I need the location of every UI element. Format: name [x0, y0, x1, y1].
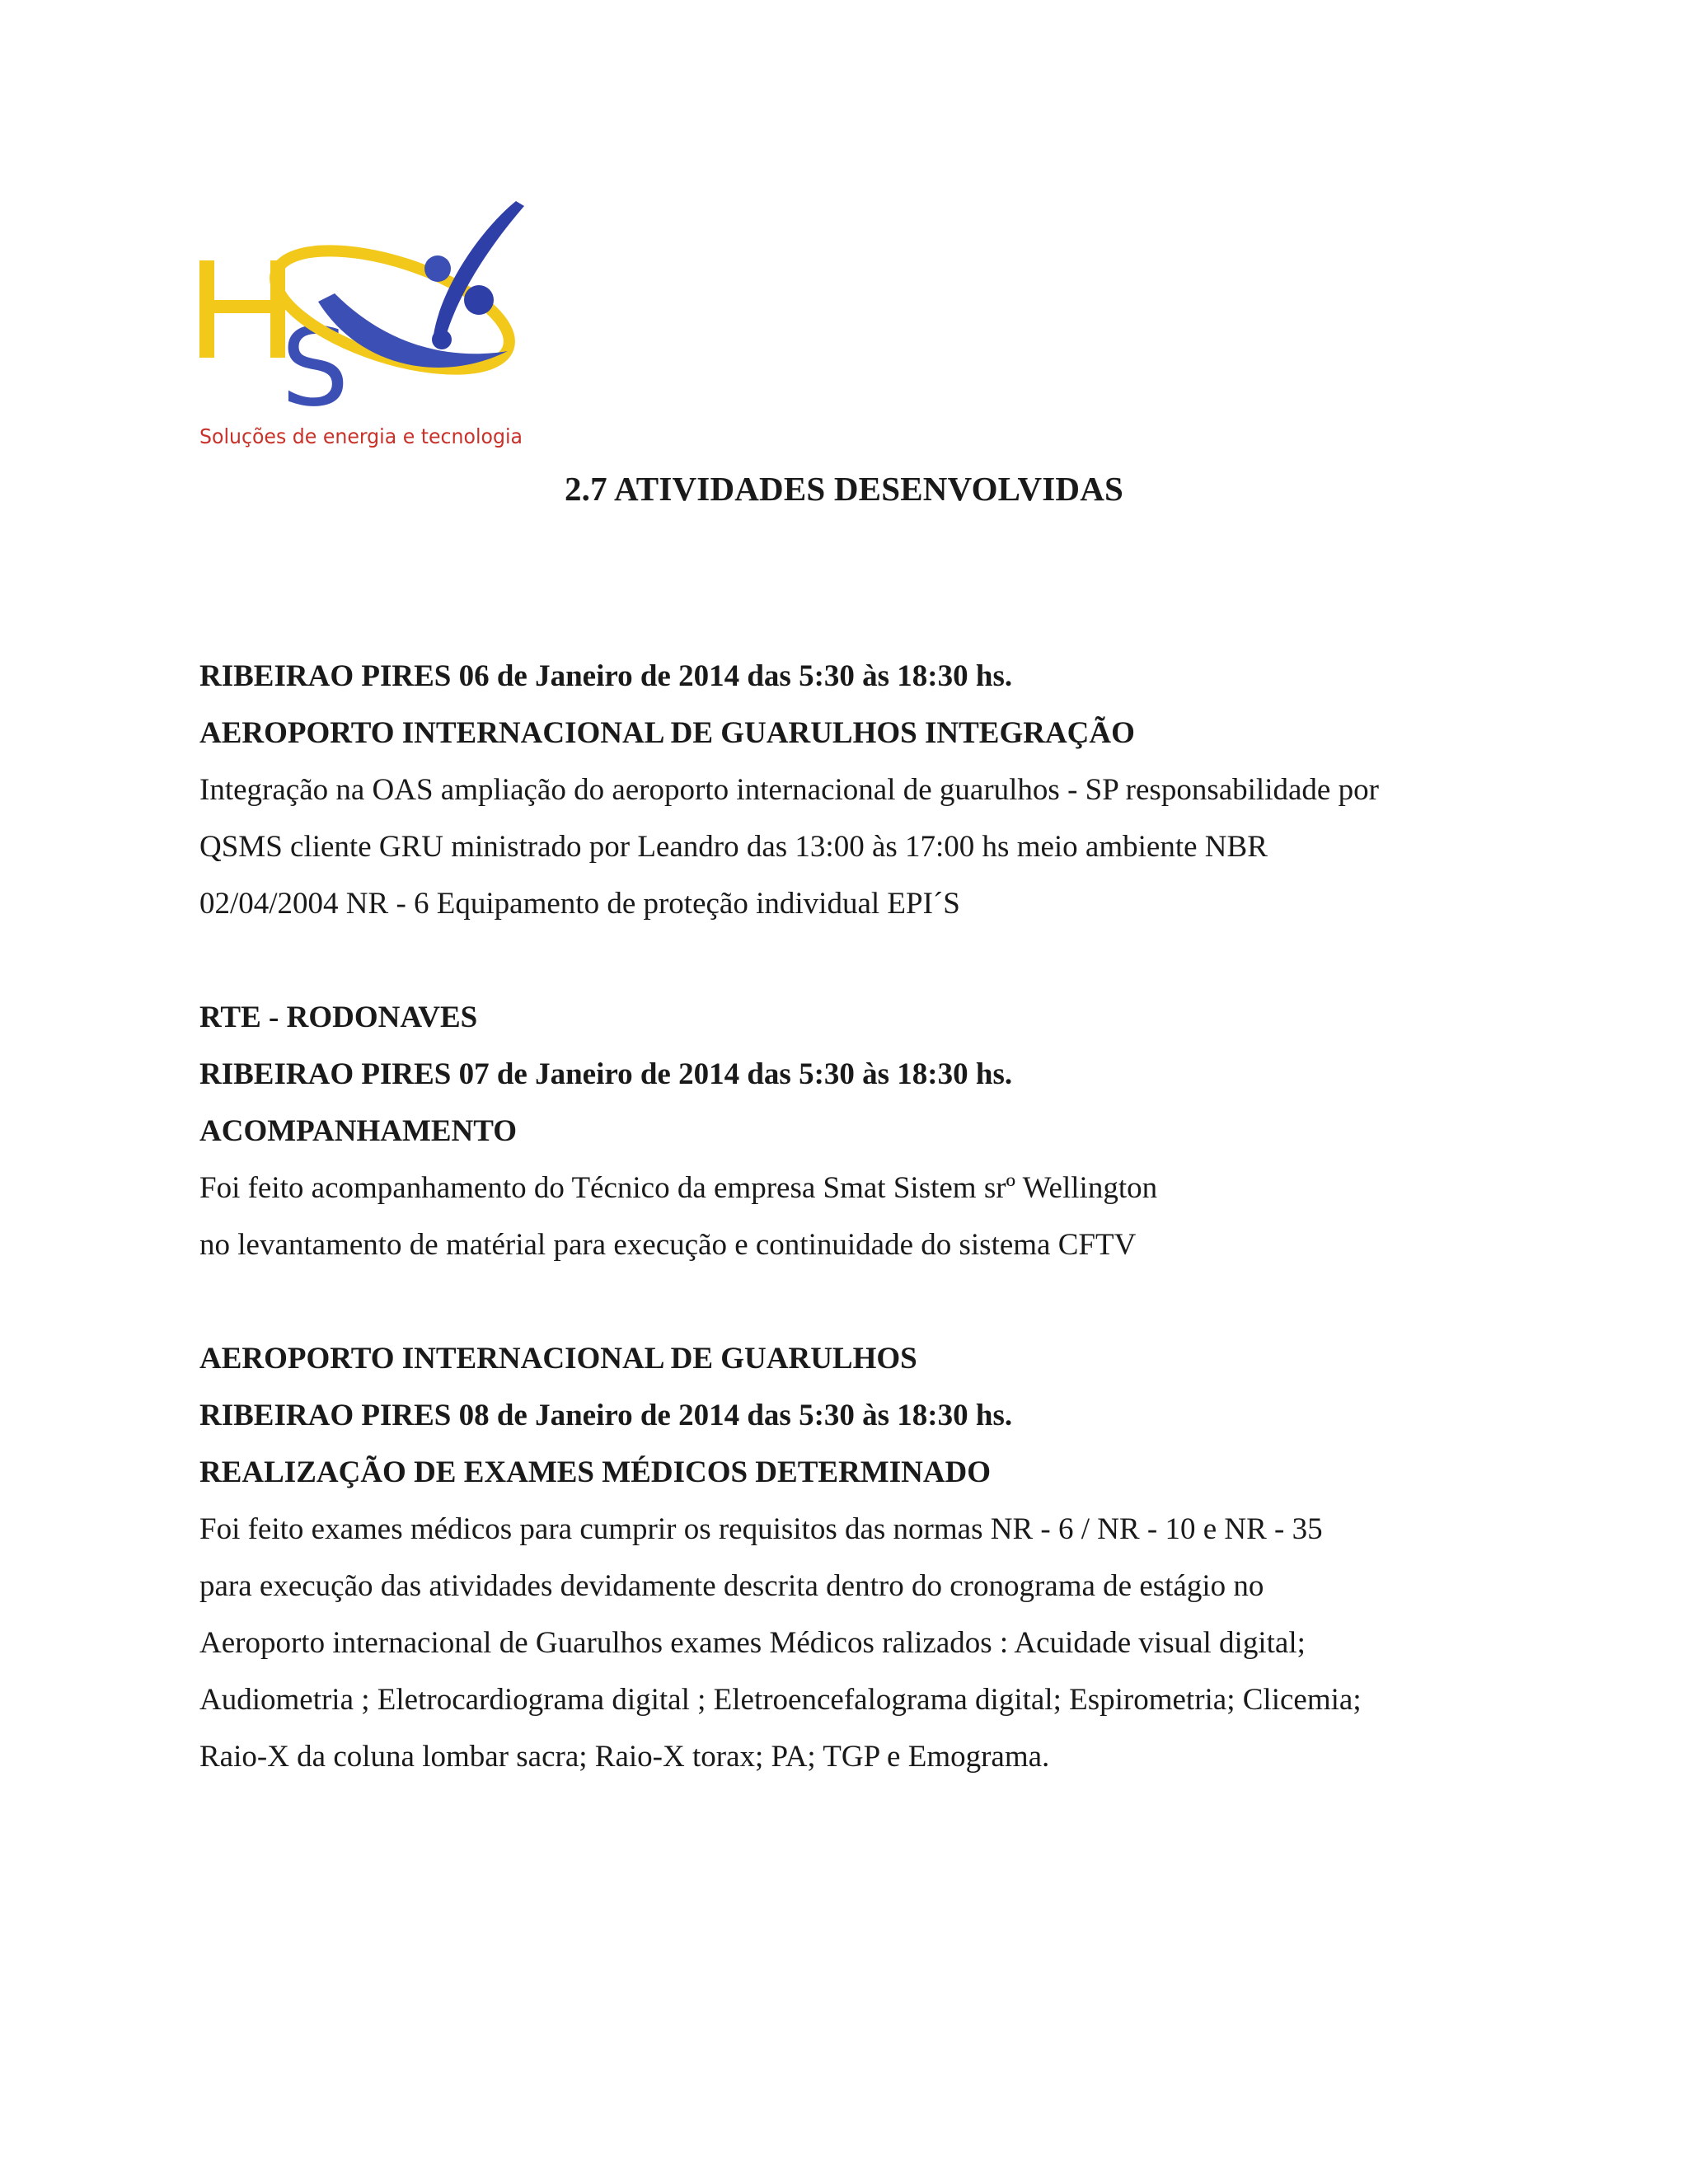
page-title: 2.7 ATIVIDADES DESENVOLVIDAS — [564, 470, 1124, 508]
section-heading-line: AEROPORTO INTERNACIONAL DE GUARULHOS INTEGRAÇÃO — [199, 716, 1135, 750]
logo-dot-large — [424, 255, 451, 282]
section-body-line: no levantamento de matérial para execução e continuidade do sistema CFTV — [199, 1228, 1137, 1262]
section-spacer — [199, 1273, 1551, 1330]
hs-logo-graphic — [195, 194, 532, 458]
section-body-line: Raio-X da coluna lombar sacra; Raio-X torax; PA; TGP e Emograma. — [199, 1740, 1050, 1774]
section-body-line: 02/04/2004 NR - 6 Equipamento de proteção individual EPI´S — [199, 887, 960, 921]
logo-tagline: Soluções de energia e tecnologia — [199, 424, 523, 448]
logo-dot-right — [464, 285, 494, 315]
section-body-line: QSMS cliente GRU ministrado por Leandro das 13:00 às 17:00 hs meio ambiente NBR — [199, 830, 1268, 864]
section-heading-line: RIBEIRAO PIRES 06 de Janeiro de 2014 das 5:30 às 18:30 hs. — [199, 659, 1013, 693]
activity-section-jan-08 — [199, 1330, 1551, 1785]
logo-dot-small — [432, 330, 452, 349]
logo-letter-s: S — [281, 305, 349, 430]
section-spacer — [199, 932, 1551, 989]
section-heading-line: RTE - RODONAVES — [199, 1001, 478, 1034]
section-body-line: Audiometria ; Eletrocardiograma digital ; Eletroencefalograma digital; Espirometria; Clicemia; — [199, 1683, 1362, 1717]
section-heading-line: AEROPORTO INTERNACIONAL DE GUARULHOS — [199, 1342, 917, 1376]
section-heading-line: REALIZAÇÃO DE EXAMES MÉDICOS DETERMINADO — [199, 1455, 992, 1489]
activities-content — [199, 648, 1551, 1785]
section-body-line: Foi feito exames médicos para cumprir os requisitos das normas NR - 6 / NR - 10 e NR - 35 — [199, 1512, 1323, 1546]
section-body-line: Integração na OAS ampliação do aeroporto internacional de guarulhos - SP responsabilidade por — [199, 773, 1379, 807]
section-body-line: para execução das atividades devidamente descrita dentro do cronograma de estágio no — [199, 1569, 1264, 1603]
section-heading-line: ACOMPANHAMENTO — [199, 1114, 518, 1148]
section-body-line: Foi feito acompanhamento do Técnico da empresa Smat Sistem srº Wellington — [199, 1171, 1158, 1205]
section-body-line: Aeroporto internacional de Guarulhos exames Médicos ralizados : Acuidade visual digital; — [199, 1626, 1306, 1660]
section-heading-line: RIBEIRAO PIRES 07 de Janeiro de 2014 das 5:30 às 18:30 hs. — [199, 1057, 1013, 1091]
activity-section-jan-06 — [199, 648, 1551, 932]
section-heading-line: RIBEIRAO PIRES 08 de Janeiro de 2014 das 5:30 às 18:30 hs. — [199, 1399, 1013, 1432]
company-logo — [195, 194, 532, 458]
activity-section-jan-07 — [199, 989, 1551, 1273]
